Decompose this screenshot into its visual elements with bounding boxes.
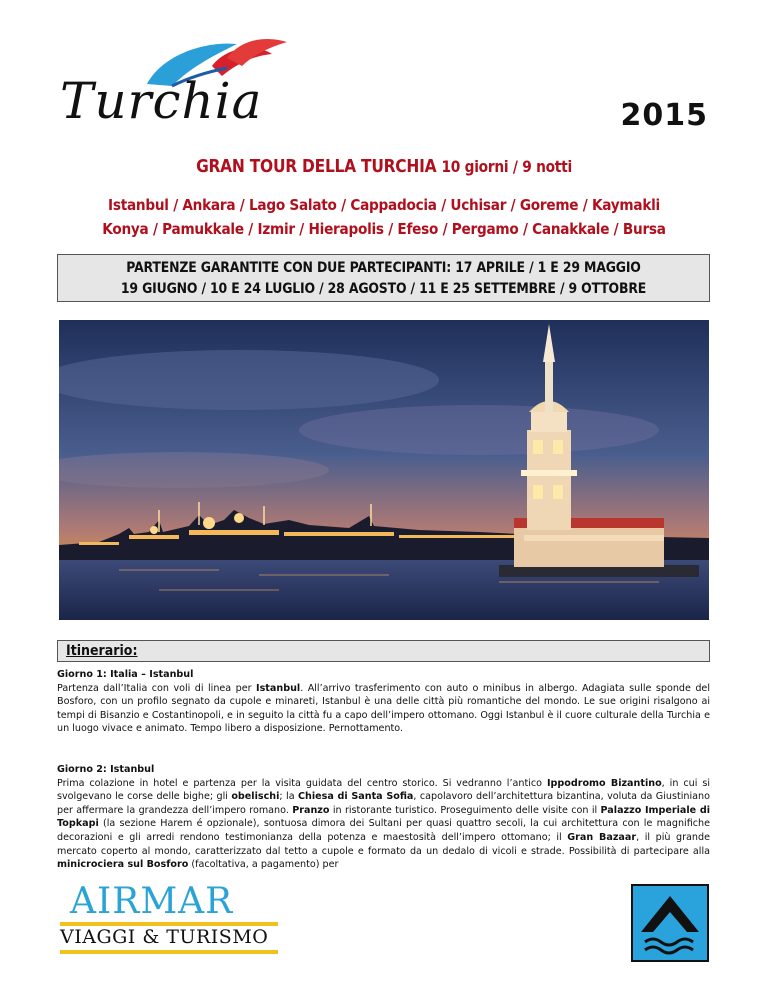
- tour-title: [54, 156, 714, 177]
- airmar-logo: [60, 881, 290, 954]
- day-text: Partenza dall’Italia con voli di linea per Istanbul. All’arrivo trasferimento con auto o minibus in albergo. Adagiata sulle sponde del Bosforo, con un profilo segnato da cupole e minareti, Istanbul è una delle città più romantiche del mondo. Le sue origini risalgono ai tempi di Bisanzio e Costantinopoli, e in seguito la città fu a capo dell’impero ottomano. Oggi Istanbul è il cuore culturale della Turchia e un luogo vivace e animato. Tempo libero a disposizione. Pernottamento.: [57, 682, 711, 735]
- itinerary-day-1: [57, 668, 710, 736]
- year-label: 2015: [620, 98, 708, 133]
- istanbul-photo: [59, 320, 709, 620]
- day-text: Prima colazione in hotel e partenza per la visita guidata del centro storico. Si vedranno l’antico Ippodromo Bizantino, in cui si svolgevano le corse delle bighe; gli obelischi; la Chiesa di Santa Sofia, capolavoro dell’architettura bizantina, voluta da Giustiniano per affermare la grandezza dell’impero romano. Pranzo in ristorante turistico. Proseguimento delle visite con il Palazzo Imperiale di Topkapi (la sezione Harem é opzionale), sontuosa dimora dei Sultani per quasi quattro secoli, la cui architettura con le magnifiche decorazioni e gli arredi rendono testimonianza della potenza e maestosità dell’impero ottomano; il Gran Bazaar, il più grande mercato coperto al mondo, caratterizzato dal tetto a cupole e formato da un dedalo di vicoli e strade. Possibilità di partecipare alla minicrociera sul Bosforo (facoltativa, a pagamento) per: [57, 777, 710, 871]
- agency-name: AIRMAR: [70, 881, 234, 922]
- logo-divider: [60, 950, 278, 954]
- tour-title-main: GRAN TOUR DELLA TURCHIA: [196, 156, 437, 177]
- itinerary-day-2: [57, 763, 710, 872]
- departures-box: [57, 254, 710, 302]
- turchia-logo: [52, 36, 302, 136]
- itinerary-label: Itinerario:: [66, 643, 138, 659]
- day-title: Giorno 2: Istanbul: [57, 764, 155, 775]
- departures-line-1: PARTENZE GARANTITE CON DUE PARTECIPANTI: 17 APRILE / 1 E 29 MAGGIO: [126, 260, 641, 276]
- itinerary-header: [57, 640, 710, 662]
- departures-line-2: 19 GIUGNO / 10 E 24 LUGLIO / 28 AGOSTO / 11 E 25 SETTEMBRE / 9 OTTOBRE: [120, 281, 647, 297]
- route-line-1: Istanbul / Ankara / Lago Salato / Cappadocia / Uchisar / Goreme / Kaymakli: [108, 196, 660, 214]
- logo-text: Turchia: [60, 72, 263, 130]
- route-line-2: Konya / Pamukkale / Izmir / Hierapolis / Efeso / Pergamo / Canakkale / Bursa: [102, 220, 666, 238]
- tour-duration: 10 giorni / 9 notti: [441, 157, 572, 176]
- mountain-wave-icon: [631, 884, 709, 962]
- day-title: Giorno 1: Italia – Istanbul: [57, 669, 194, 680]
- agency-subtitle: VIAGGI & TURISMO: [60, 926, 269, 948]
